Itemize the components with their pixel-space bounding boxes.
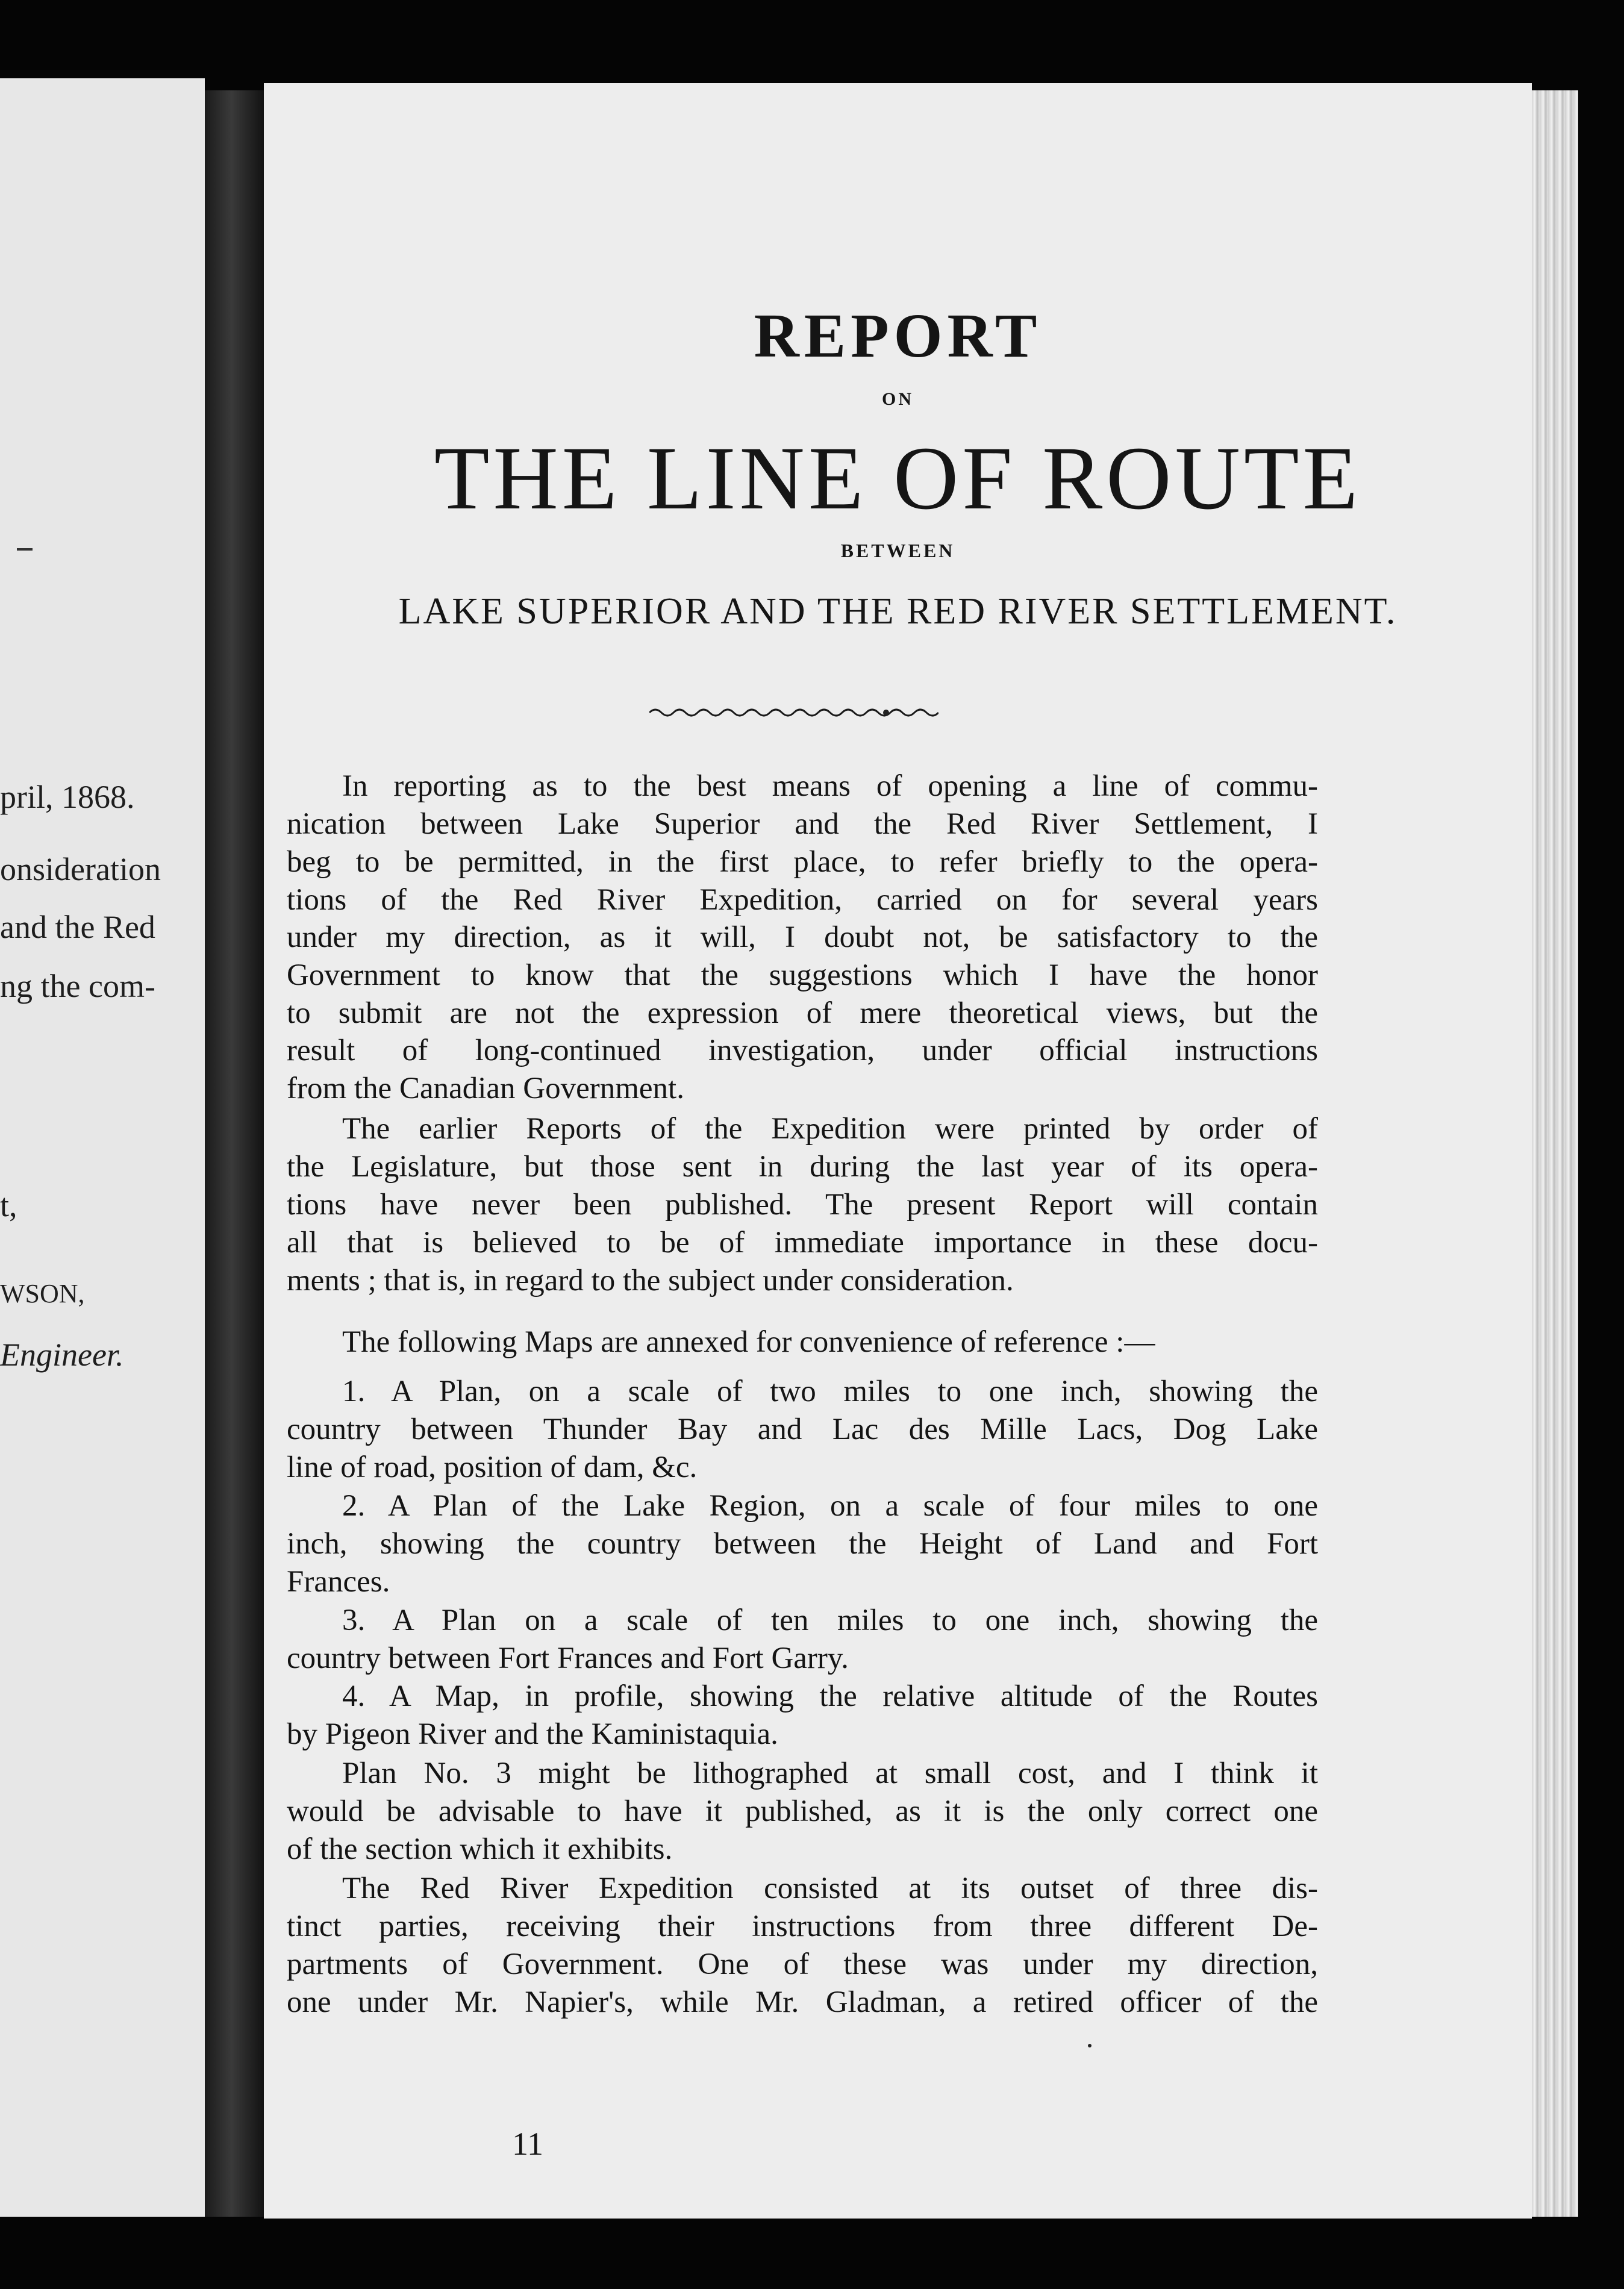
body-line: 2. A Plan of the Lake Region, on a scale of four miles to one	[342, 1489, 1318, 1523]
heading-between: BETWEEN	[840, 540, 955, 561]
body-line: Frances.	[287, 1565, 390, 1599]
book-gutter	[205, 90, 264, 2217]
heading-title: THE LINE OF ROUTE	[434, 428, 1362, 528]
body-line: ments ; that is, in regard to the subject under consideration.	[287, 1264, 1014, 1298]
decorative-rule	[649, 704, 938, 722]
heading-report: REPORT	[754, 301, 1042, 370]
body-line: beg to be permitted, in the first place, to refer briefly to the opera-	[287, 845, 1318, 879]
body-line: nication between Lake Superior and the Red River Settlement, I	[287, 807, 1318, 841]
body-line: In reporting as to the best means of opening a line of commu-	[342, 769, 1318, 803]
body-line: all that is believed to be of immediate importance in these docu-	[287, 1226, 1318, 1260]
body-line: 3. A Plan on a scale of ten miles to one inch, showing the	[342, 1604, 1318, 1637]
facing-page-line: and the Red	[0, 909, 155, 945]
print-speck	[1088, 2044, 1092, 2047]
facing-page-dash	[17, 548, 33, 551]
body-line: The following Maps are annexed for convenience of reference :—	[342, 1325, 1155, 1359]
heading-on: ON	[882, 389, 914, 409]
facing-page	[0, 78, 205, 2217]
body-line: The Red River Expedition consisted at its outset of three dis-	[342, 1872, 1318, 1905]
body-line: Plan No. 3 might be lithographed at small cost, and I think it	[342, 1757, 1318, 1790]
body-line: the Legislature, but those sent in during the last year of its opera-	[287, 1150, 1318, 1184]
print-speck	[883, 710, 889, 716]
body-line: tinct parties, receiving their instructions from three different De-	[287, 1910, 1318, 1943]
facing-page-date: pril, 1868.	[0, 779, 135, 815]
body-line: one under Mr. Napier's, while Mr. Gladman, a retired officer of the	[287, 1985, 1318, 2019]
body-line: to submit are not the expression of mere theoretical views, but the	[287, 996, 1318, 1030]
main-page	[264, 83, 1532, 2219]
page-number: 11	[512, 2126, 543, 2162]
body-line: tions of the Red River Expedition, carried on for several years	[287, 883, 1318, 917]
facing-page-line: ng the com-	[0, 968, 155, 1004]
body-line: country between Thunder Bay and Lac des Mille Lacs, Dog Lake	[287, 1413, 1318, 1446]
body-line: by Pigeon River and the Kaministaquia.	[287, 1717, 778, 1751]
facing-page-signature: WSON,	[0, 1279, 85, 1308]
body-line: from the Canadian Government.	[287, 1072, 684, 1105]
body-line: 1. A Plan, on a scale of two miles to one inch, showing the	[342, 1375, 1318, 1408]
facing-page-line: t,	[0, 1187, 17, 1223]
body-line: partments of Government. One of these was under my direction,	[287, 1947, 1318, 1981]
body-line: inch, showing the country between the Height of Land and Fort	[287, 1527, 1318, 1561]
body-line: 4. A Map, in profile, showing the relative altitude of the Routes	[342, 1679, 1318, 1713]
body-line: tions have never been published. The present Report will contain	[287, 1188, 1318, 1222]
body-line: under my direction, as it will, I doubt not, be satisfactory to the	[287, 920, 1318, 954]
body-line: result of long-continued investigation, under official instructions	[287, 1034, 1318, 1067]
body-line: country between Fort Frances and Fort Garry.	[287, 1641, 849, 1675]
body-line: Government to know that the suggestions which I have the honor	[287, 958, 1318, 992]
body-line: The earlier Reports of the Expedition were printed by order of	[342, 1112, 1318, 1146]
body-line: would be advisable to have it published, as it is the only correct one	[287, 1794, 1318, 1828]
facing-page-line: onsideration	[0, 851, 161, 887]
body-line: line of road, position of dam, &c.	[287, 1451, 698, 1484]
body-line: of the section which it exhibits.	[287, 1832, 673, 1866]
facing-page-engineer: Engineer.	[0, 1337, 124, 1373]
heading-subtitle: LAKE SUPERIOR AND THE RED RIVER SETTLEMENT.	[398, 591, 1398, 632]
